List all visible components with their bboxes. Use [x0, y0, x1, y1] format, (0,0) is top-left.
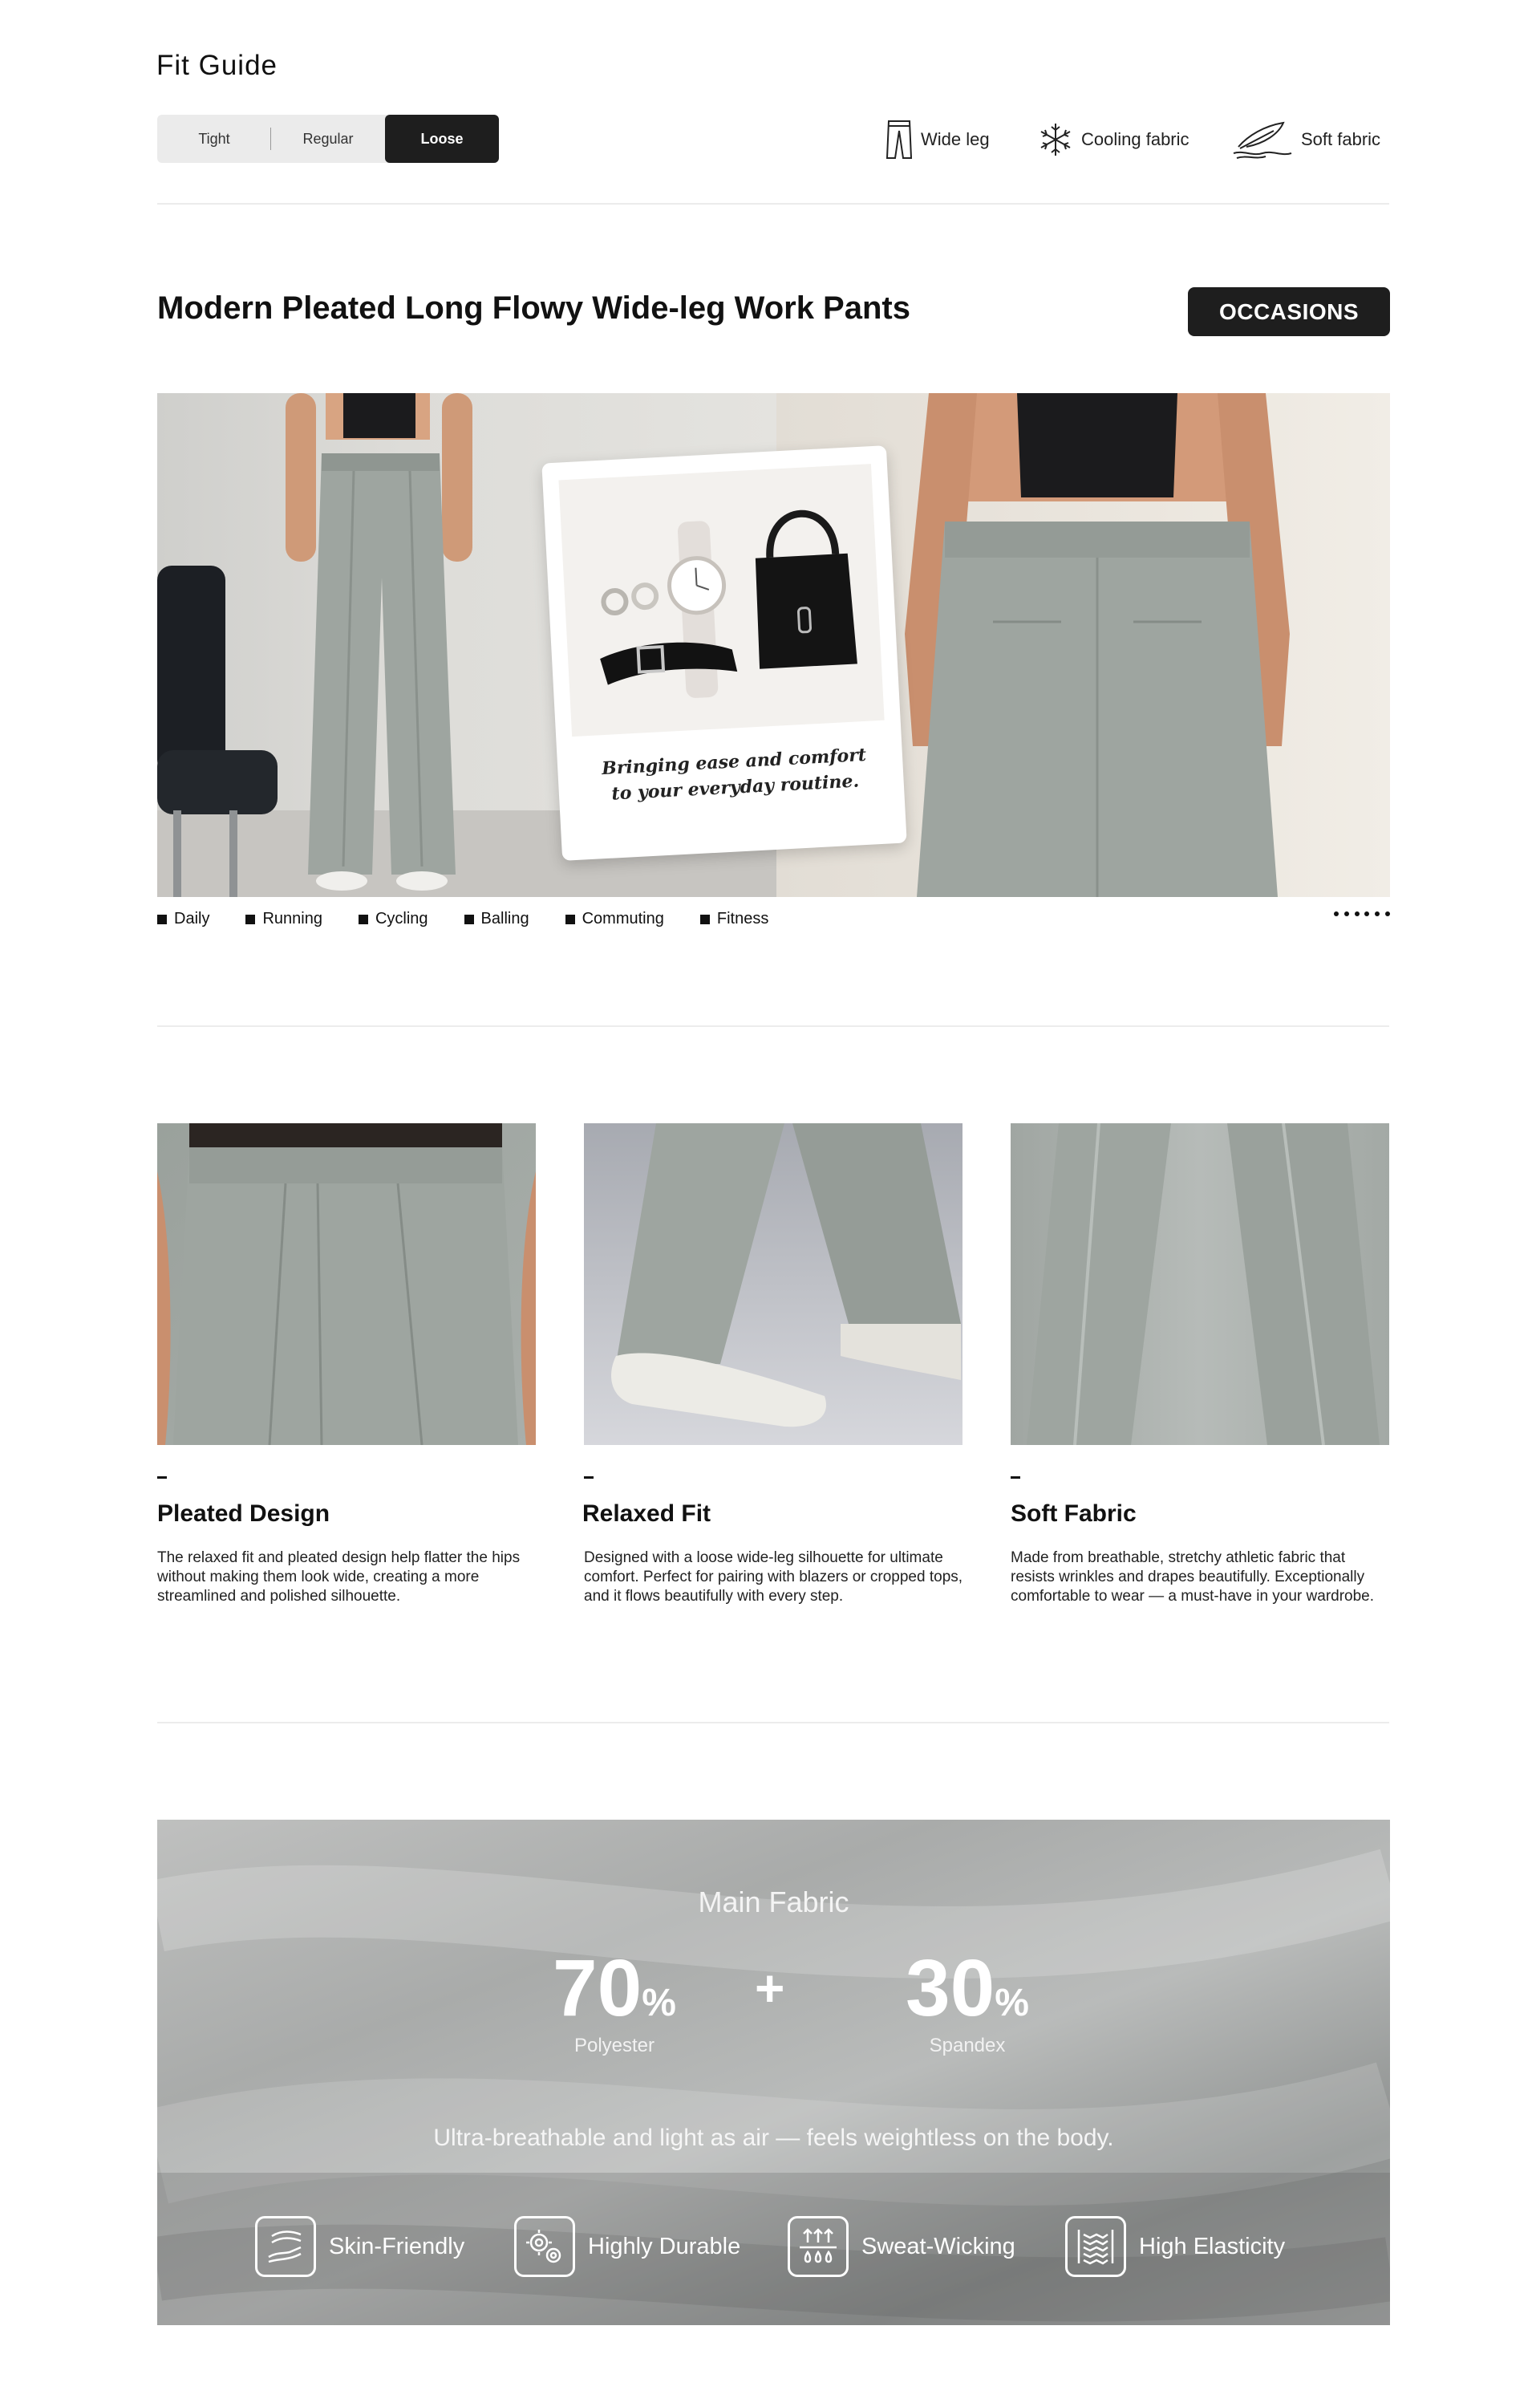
- handbag-icon: [752, 511, 857, 669]
- droplets-icon: [788, 2216, 849, 2277]
- spandex-label: Spandex: [929, 2035, 1006, 2056]
- pants-icon: [886, 120, 913, 160]
- occasion-tags: [157, 910, 768, 928]
- feature-label: Soft fabric: [1301, 129, 1381, 149]
- accessories-polaroid: [541, 445, 906, 861]
- fit-option-loose[interactable]: Loose: [385, 115, 499, 163]
- property-label: Highly Durable: [588, 2233, 741, 2259]
- snowflake-icon: [1038, 122, 1073, 157]
- relaxed-fit-image: [584, 1123, 962, 1445]
- skin-hand-icon: [255, 2216, 316, 2277]
- feature-text-soft: Made from breathable, stretchy athletic fabric that resists wrinkles and drapes beautifully. Exceptionally comfortable to wear — a must-have in your wardrobe.: [1011, 1549, 1375, 1605]
- polaroid-caption: Bringing ease and comfort to your everyday routine.: [601, 744, 867, 805]
- feature-wide-leg: [886, 117, 990, 162]
- feature-title-soft: Soft Fabric: [1011, 1500, 1137, 1527]
- polyester-label: Polyester: [573, 2035, 655, 2056]
- property-high-elasticity: [1065, 2216, 1285, 2277]
- fabric-panel: [157, 1820, 1390, 2325]
- spandex-percentage: 30%: [906, 1943, 1029, 2033]
- soft-fabric-image: [1011, 1123, 1389, 1445]
- feature-text-pleated: The relaxed fit and pleated design help flatter the hips without making them look wide, creating a more streamlined and polished silhouette.: [157, 1549, 521, 1605]
- card-dash: [584, 1476, 594, 1479]
- fit-option-regular[interactable]: Regular: [302, 130, 354, 147]
- divider: [157, 1025, 1389, 1027]
- plus-sign: +: [755, 1959, 785, 2017]
- fit-option-tight[interactable]: Tight: [157, 115, 271, 163]
- divider: [157, 1722, 1389, 1723]
- occasion-tag: Commuting: [565, 910, 664, 928]
- occasion-tag: Fitness: [700, 910, 768, 928]
- property-sweat-wicking: [788, 2216, 1015, 2277]
- occasion-tag: Balling: [464, 910, 529, 928]
- feature-label: Cooling fabric: [1081, 129, 1189, 149]
- property-label: Sweat-Wicking: [861, 2233, 1015, 2259]
- property-skin-friendly: [255, 2216, 464, 2277]
- feature-label: Wide leg: [921, 129, 990, 149]
- card-dash: [1011, 1476, 1020, 1479]
- feature-cooling-fabric: [1038, 117, 1189, 162]
- polyester-percentage: 70%: [553, 1943, 676, 2033]
- feature-text-relaxed: Designed with a loose wide-leg silhouette for ultimate comfort. Perfect for pairing with blazers or cropped tops, and it flows beautifully with every step.: [584, 1549, 963, 1605]
- occasion-tag: Daily: [157, 910, 209, 928]
- fabric-title: Main Fabric: [698, 1885, 849, 1918]
- feature-title-pleated: Pleated Design: [157, 1500, 330, 1527]
- feature-soft-fabric: [1232, 117, 1380, 162]
- fit-guide-title: Fit Guide: [156, 50, 278, 81]
- more-dots-icon[interactable]: [1334, 908, 1390, 919]
- property-highly-durable: [514, 2216, 740, 2277]
- elastic-icon: [1065, 2216, 1126, 2277]
- fit-selector[interactable]: [157, 115, 499, 163]
- feature-title-relaxed: Relaxed Fit: [582, 1500, 711, 1527]
- earring-icon: [603, 590, 626, 613]
- gears-icon: [514, 2216, 575, 2277]
- fabric-slogan: Ultra-breathable and light as air — feels weightless on the body.: [433, 2125, 1114, 2151]
- card-dash: [157, 1476, 167, 1479]
- pleated-design-image: [157, 1123, 536, 1445]
- property-label: High Elasticity: [1139, 2233, 1286, 2259]
- divider: [157, 203, 1389, 205]
- watch-icon: [666, 520, 729, 699]
- accessories-photo: [558, 464, 884, 737]
- occasion-tag: Running: [245, 910, 322, 928]
- product-title: Modern Pleated Long Flowy Wide-leg Work Pants: [157, 290, 910, 326]
- occasion-tag: Cycling: [359, 910, 428, 928]
- feather-icon: [1232, 120, 1293, 160]
- occasions-button[interactable]: OCCASIONS: [1188, 287, 1390, 336]
- property-label: Skin-Friendly: [329, 2233, 465, 2259]
